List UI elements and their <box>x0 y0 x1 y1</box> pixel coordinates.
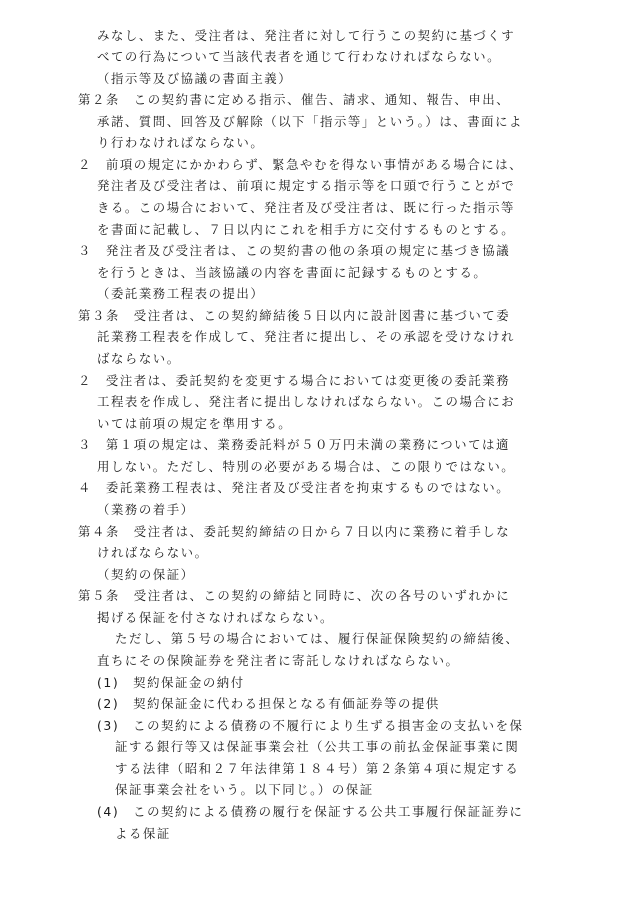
text-line: を書面に記載し、７日以内にこれを相手方に交付するものとする。 <box>97 222 516 237</box>
paragraph-line: ２ 受注者は、委託契約を変更する場合においては変更後の委託業務 <box>78 373 511 388</box>
text-line: きる。この場合において、発注者及び受注者は、既に行った指示等 <box>97 200 515 215</box>
text-line: 承諾、質問、回答及び解除（以下「指示等」という。）は、書面によ <box>97 114 523 129</box>
text-line: 発注者及び受注者は、前項に規定する指示等を口頭で行うことがで <box>97 178 516 193</box>
text-line: みなし、また、受注者は、発注者に対して行うこの契約に基づくす <box>97 28 516 43</box>
text-line: 証する銀行等又は保証事業会社（公共工事の前払金保証事業に関 <box>115 739 520 754</box>
section-heading: （業務の着手） <box>97 502 195 517</box>
text-line: 直ちにその保険証券を発注者に寄託しなければならない。 <box>97 653 460 668</box>
article-line: 第２条 この契約書に定める指示、催告、請求、通知、報告、申出、 <box>78 92 511 107</box>
section-heading: （指示等及び協議の書面主義） <box>97 71 293 86</box>
text-line: ばならない。 <box>97 351 181 366</box>
paragraph-line: ２ 前項の規定にかかわらず、緊急やむを得ない事情がある場合には、 <box>78 157 524 172</box>
text-line: いては前項の規定を準用する。 <box>97 416 293 431</box>
list-item: (1) 契約保証金の納付 <box>97 675 245 690</box>
list-item: (3) この契約による債務の不履行により生ずる損害金の支払いを保 <box>97 718 524 733</box>
text-line: り行わなければならない。 <box>97 135 265 150</box>
text-line: を行うときは、当該協議の内容を書面に記録するものとする。 <box>97 265 488 280</box>
section-heading: （委託業務工程表の提出） <box>97 286 265 301</box>
section-heading: （契約の保証） <box>97 567 195 582</box>
text-line: ければならない。 <box>97 545 209 560</box>
text-line: ただし、第５号の場合においては、履行保証保険契約の締結後、 <box>115 631 520 646</box>
text-line: 保証事業会社をいう。以下同じ。）の保証 <box>115 782 374 797</box>
text-line: よる保証 <box>115 826 171 841</box>
text-line: べての行為について当該代表者を通じて行わなければならない。 <box>97 49 502 64</box>
text-line: 工程表を作成し、発注者に提出しなければならない。この場合にお <box>97 394 516 409</box>
paragraph-line: ４ 委託業務工程表は、発注者及び受注者を拘束するものではない。 <box>78 480 511 495</box>
list-item: (4) この契約による債務の履行を保証する公共工事履行保証証券に <box>97 804 524 819</box>
paragraph-line: ３ 発注者及び受注者は、この契約書の他の条項の規定に基づき協議 <box>78 243 511 258</box>
text-line: 掲げる保証を付さなければならない。 <box>97 610 334 625</box>
article-line: 第４条 受注者は、委託契約締結の日から７日以内に業務に着手しな <box>78 524 511 539</box>
list-item: (2) 契約保証金に代わる担保となる有価証券等の提供 <box>97 696 440 711</box>
paragraph-line: ３ 第１項の規定は、業務委託料が５０万円未満の業務については適 <box>78 437 510 452</box>
text-line: 託業務工程表を作成して、発注者に提出し、その承認を受けなけれ <box>97 329 515 344</box>
text-line: する法律（昭和２７年法律第１８４号）第２条第４項に規定する <box>115 761 520 776</box>
text-line: 用しない。ただし、特別の必要がある場合は、この限りではない。 <box>97 459 516 474</box>
article-line: 第５条 受注者は、この契約の締結と同時に、次の各号のいずれかに <box>78 588 511 603</box>
article-line: 第３条 受注者は、この契約締結後５日以内に設計図書に基づいて委 <box>78 308 511 323</box>
